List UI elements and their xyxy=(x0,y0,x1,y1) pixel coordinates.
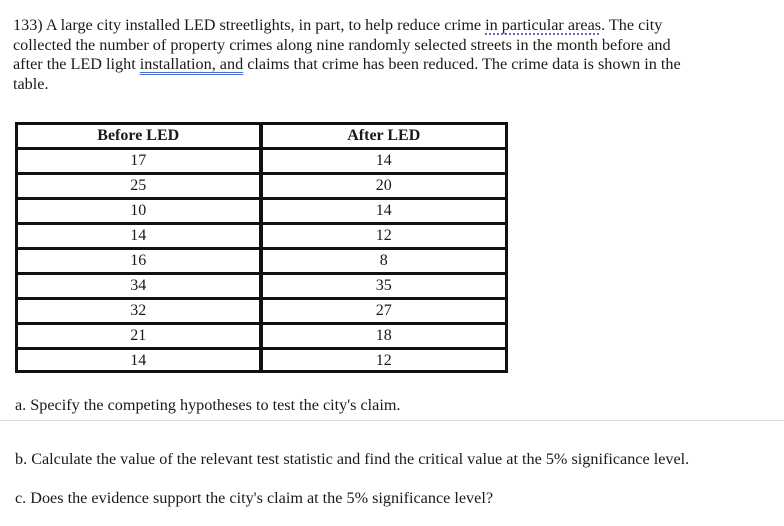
problem-line-3 xyxy=(13,55,775,75)
problem-line-2: collected the number of property crimes along nine randomly selected streets in the month before and xyxy=(13,35,671,54)
table-row xyxy=(18,349,505,372)
cell-after-led: 20 xyxy=(262,174,506,199)
cell-after-led: 8 xyxy=(262,249,506,274)
cell-before-led: 16 xyxy=(18,249,262,274)
cell-before-led: 25 xyxy=(18,174,262,199)
table-row xyxy=(18,299,505,324)
cell-before-led: 34 xyxy=(18,274,262,299)
problem-text: claims that crime has been reduced. The crime data is shown in the xyxy=(243,55,681,73)
table-header-row xyxy=(18,125,505,149)
table-row xyxy=(18,249,505,274)
cell-after-led: 14 xyxy=(262,149,506,174)
header-before-led: Before LED xyxy=(18,125,262,149)
section-divider xyxy=(0,420,784,421)
cell-before-led: 17 xyxy=(18,149,262,174)
problem-line-1 xyxy=(13,16,775,36)
table-row xyxy=(18,149,505,174)
problem-text: 133) A large city installed LED streetlights, in part, to help reduce crime xyxy=(13,16,486,34)
table-row xyxy=(18,199,505,224)
table-body xyxy=(18,149,505,372)
cell-after-led: 27 xyxy=(262,299,506,324)
cell-after-led: 35 xyxy=(262,274,506,299)
problem-text: after the LED light xyxy=(13,55,140,73)
cell-before-led: 14 xyxy=(18,224,262,249)
cell-after-led: 18 xyxy=(262,324,506,349)
problem-text: . The city xyxy=(601,16,663,34)
cell-before-led: 14 xyxy=(18,349,262,372)
grammar-flagged-text[interactable]: installation, and xyxy=(139,55,244,73)
grammar-flagged-text[interactable]: in particular areas xyxy=(485,16,602,34)
problem-line-4: table. xyxy=(13,74,49,93)
cell-after-led: 12 xyxy=(262,349,506,372)
question-a: a. Specify the competing hypotheses to test the city's claim. xyxy=(15,396,401,414)
table-row xyxy=(18,274,505,299)
cell-before-led: 21 xyxy=(18,324,262,349)
cell-before-led: 10 xyxy=(18,199,262,224)
table-row xyxy=(18,324,505,349)
question-c: c. Does the evidence support the city's claim at the 5% significance level? xyxy=(15,489,494,507)
table-row xyxy=(18,224,505,249)
crime-data-table xyxy=(15,122,508,373)
header-after-led: After LED xyxy=(262,125,506,149)
question-b: b. Calculate the value of the relevant test statistic and find the critical value at the 5% significance level. xyxy=(15,450,690,468)
cell-after-led: 14 xyxy=(262,199,506,224)
cell-after-led: 12 xyxy=(262,224,506,249)
cell-before-led: 32 xyxy=(18,299,262,324)
table-row xyxy=(18,174,505,199)
data-table xyxy=(18,125,505,372)
problem-statement xyxy=(13,16,775,94)
